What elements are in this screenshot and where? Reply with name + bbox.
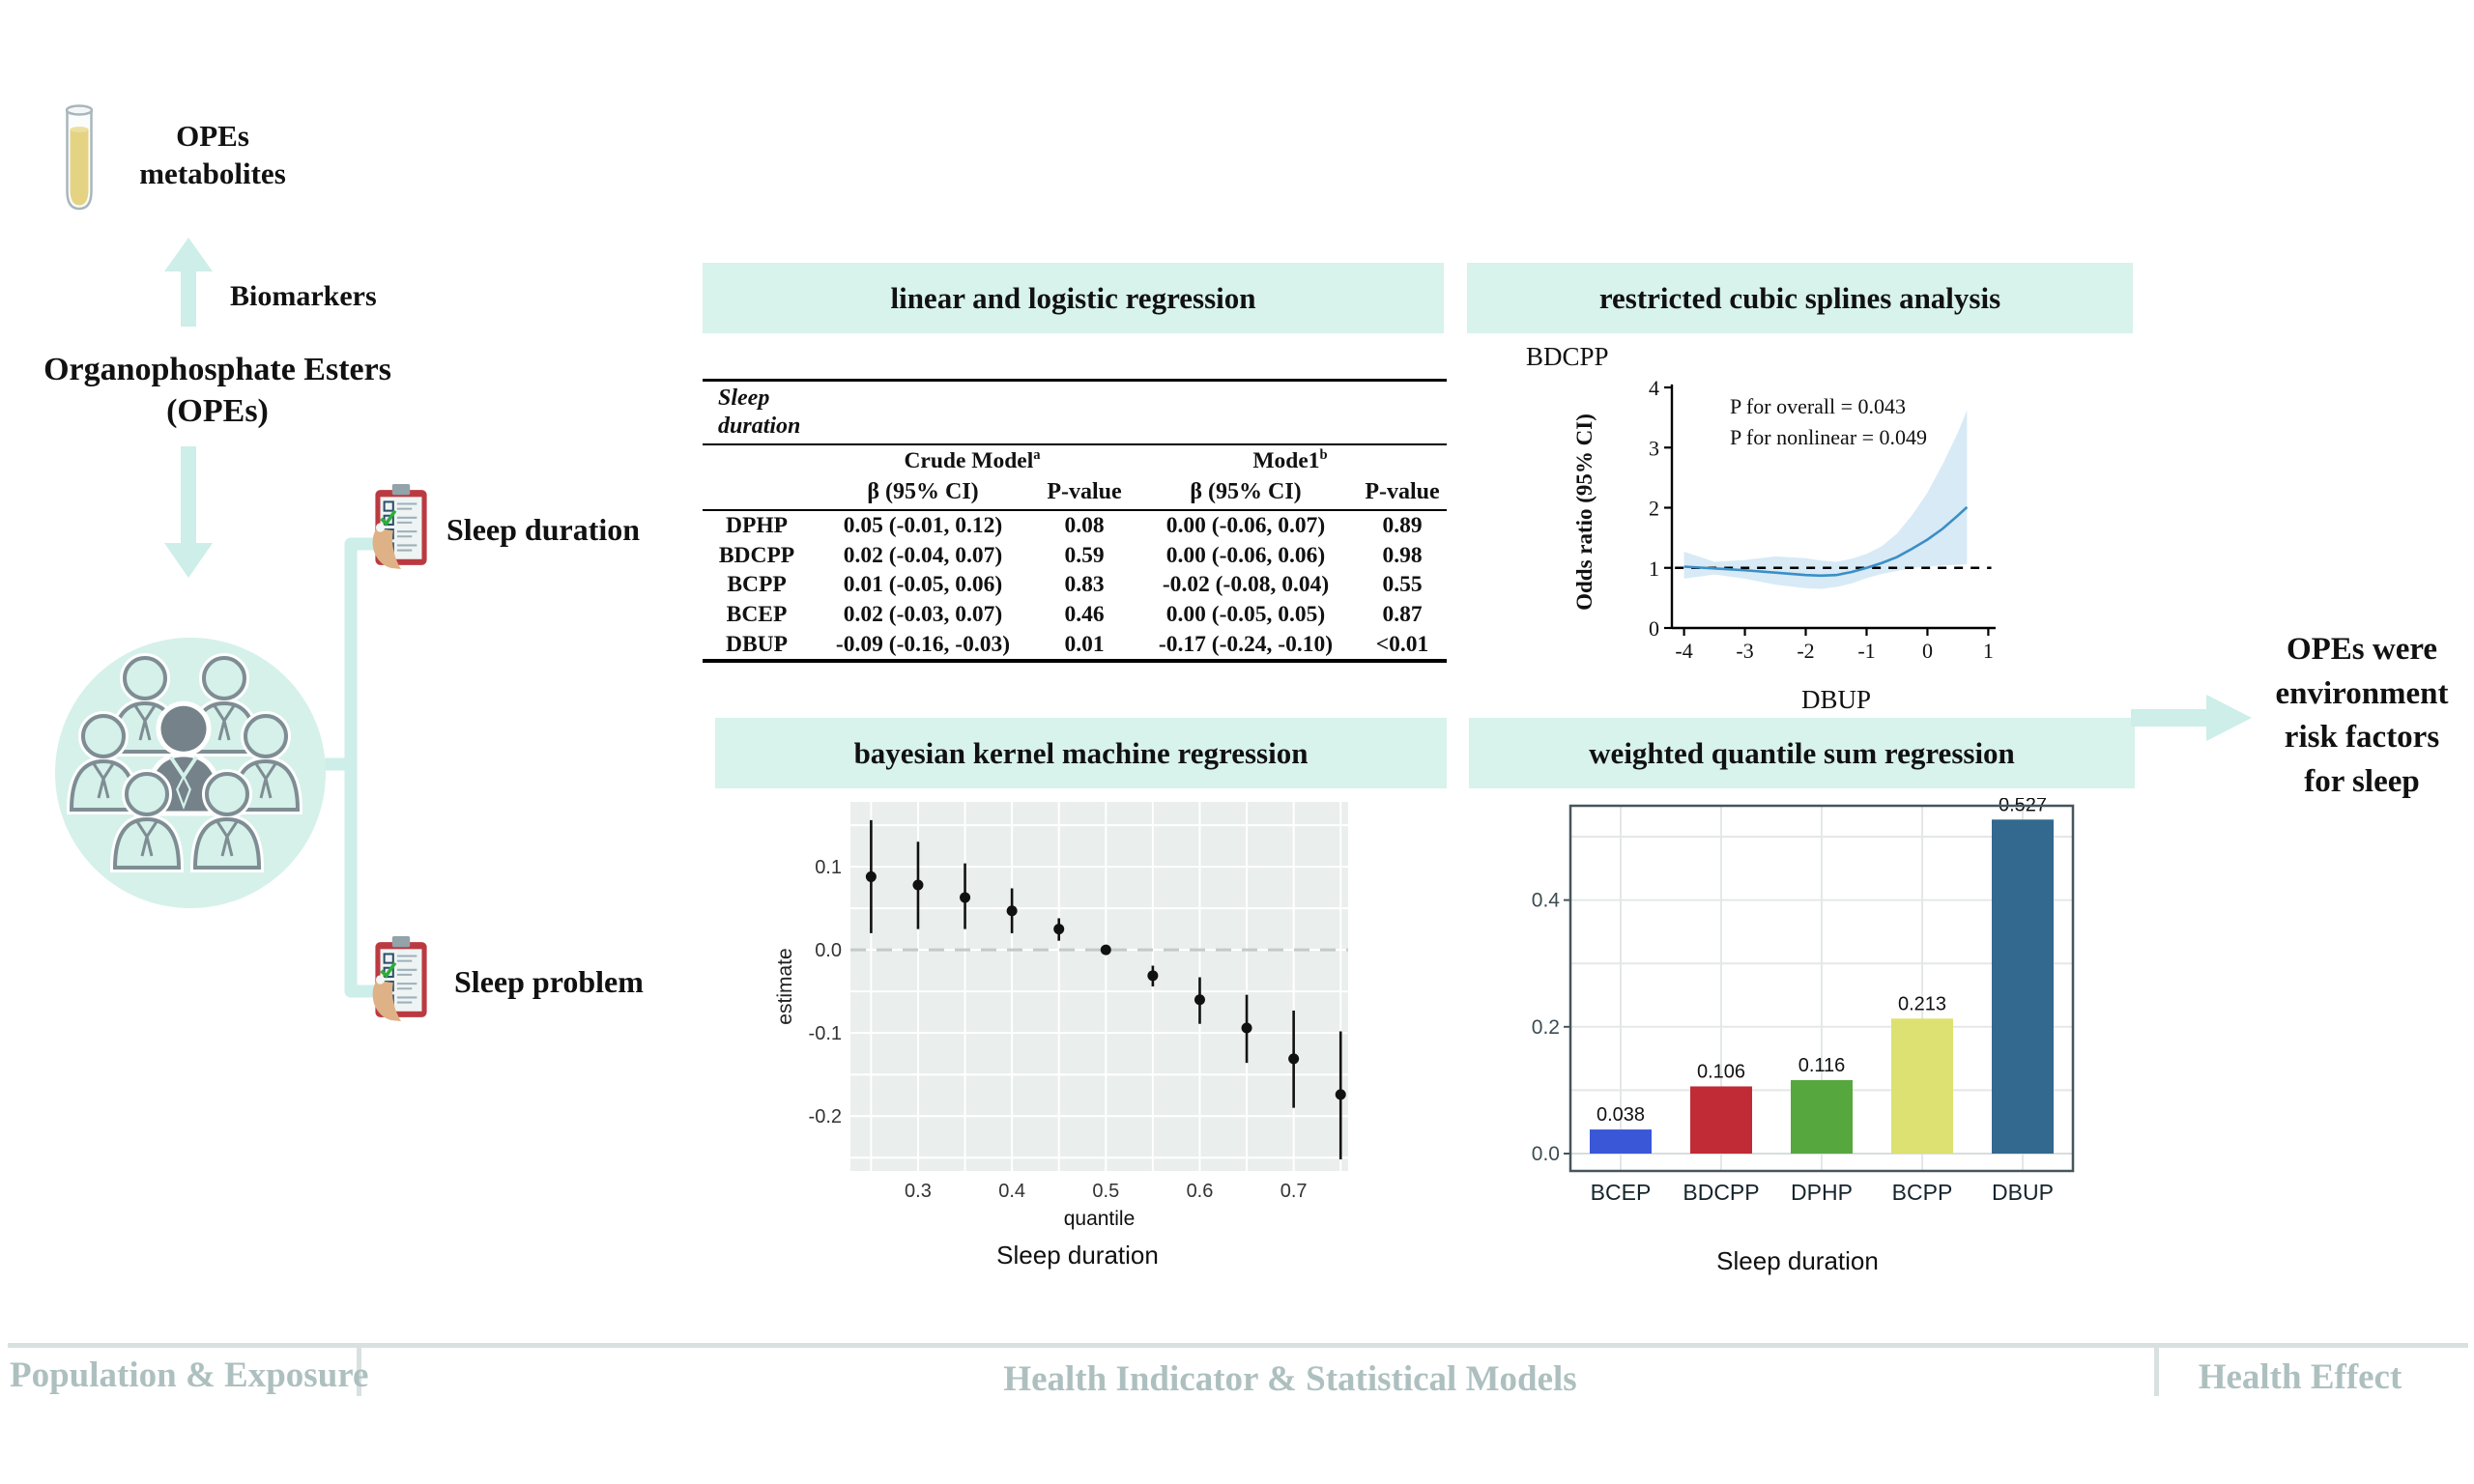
- svg-text:3: 3: [1649, 436, 1659, 461]
- wqs-bar-value: 0.106: [1696, 1061, 1746, 1083]
- svg-text:0: 0: [1649, 616, 1659, 641]
- row-name: DPHP: [726, 513, 788, 538]
- wqs-bar-value: 0.527: [1998, 798, 2048, 816]
- header-rcs: restricted cubic splines analysis: [1467, 263, 2133, 333]
- svg-text:1: 1: [1982, 639, 1994, 663]
- bkmr-point: [1336, 1089, 1346, 1099]
- opes-title-line1: Organophosphate Esters: [43, 352, 391, 387]
- wqs-category-label: DPHP: [1791, 1180, 1853, 1205]
- col-header-p: P-value: [1035, 476, 1134, 510]
- table-row: BCPP 0.01 (-0.05, 0.06) 0.83 -0.02 (-0.08, 0.04) 0.55: [703, 570, 1447, 600]
- wqs-bar-value: 0.213: [1897, 993, 1947, 1015]
- header-wqs: weighted quantile sum regression: [1469, 718, 2135, 788]
- table-row: BDCPP 0.02 (-0.04, 0.07) 0.59 0.00 (-0.06, 0.06) 0.98: [703, 541, 1447, 571]
- wqs-bar: [1992, 819, 2054, 1154]
- row-name: BDCPP: [718, 542, 795, 568]
- bkmr-point: [1288, 1053, 1299, 1064]
- svg-text:0.0: 0.0: [1531, 1143, 1560, 1165]
- svg-text:0.3: 0.3: [905, 1181, 932, 1202]
- svg-text:0: 0: [1921, 639, 1933, 663]
- footer-section-effect: Health Effect: [2198, 1357, 2402, 1397]
- bkmr-point: [912, 880, 923, 891]
- svg-text:-2: -2: [1797, 639, 1815, 663]
- crude-model-header: [811, 444, 1134, 476]
- crude-model-label: Crude Model: [904, 447, 1034, 473]
- model-b-header: [1134, 444, 1447, 476]
- regression-table: [703, 379, 1447, 663]
- svg-text:0.7: 0.7: [1280, 1181, 1308, 1202]
- bkmr-xlabel: quantile: [1063, 1208, 1136, 1230]
- row-name: BCEP: [726, 601, 788, 627]
- bkmr-point: [1053, 924, 1064, 934]
- wqs-bar-value: 0.116: [1798, 1054, 1846, 1076]
- bkmr-point: [1147, 970, 1158, 981]
- wqs-bar-value: 0.038: [1596, 1104, 1646, 1127]
- col-header-p: P-value: [1358, 476, 1447, 510]
- wqs-bar: [1891, 1018, 1953, 1154]
- spline-title: BDCPP: [1526, 342, 1609, 371]
- row-name: BCPP: [727, 572, 787, 598]
- bkmr-point: [1101, 945, 1111, 956]
- svg-text:-0.1: -0.1: [808, 1023, 842, 1045]
- right-arrow-icon: [2131, 691, 2257, 745]
- col-header-beta: β (95% CI): [1134, 476, 1358, 510]
- bkmr-caption: Sleep duration: [996, 1241, 1159, 1270]
- col-header-beta: β (95% CI): [811, 476, 1035, 510]
- svg-text:4: 4: [1649, 376, 1659, 400]
- model-b-sup: b: [1319, 446, 1328, 463]
- conclusion-line: for sleep: [2304, 763, 2420, 799]
- wqs-bar: [1791, 1080, 1853, 1154]
- wqs-category-label: BCEP: [1590, 1180, 1652, 1205]
- spline-annotation: P for overall = 0.043: [1730, 394, 1907, 418]
- table-corner-row: [703, 381, 1447, 445]
- table-subheader-row: [703, 476, 1447, 510]
- sleep-duration-label: Sleep duration: [446, 512, 641, 547]
- svg-text:0.5: 0.5: [1092, 1181, 1120, 1202]
- up-arrow-icon: [164, 238, 213, 327]
- model-b-label: Mode1: [1252, 447, 1320, 473]
- footer-divider-tick: [2154, 1343, 2159, 1396]
- conclusion-line: risk factors: [2284, 720, 2440, 756]
- table-row: DPHP 0.05 (-0.01, 0.12) 0.08 0.00 (-0.06, 0.07) 0.89: [703, 510, 1447, 541]
- svg-text:0.4: 0.4: [1531, 889, 1560, 912]
- bkmr-point: [1007, 905, 1018, 916]
- wqs-bar: [1590, 1129, 1652, 1154]
- footer-section-models: Health Indicator & Statistical Models: [1003, 1359, 1577, 1399]
- svg-text:0.6: 0.6: [1186, 1181, 1214, 1202]
- table-group-row: [703, 444, 1447, 476]
- bkmr-ylabel: estimate: [774, 948, 796, 1025]
- opes-title-line2: (OPEs): [166, 392, 269, 429]
- biomarkers-label: Biomarkers: [230, 280, 377, 312]
- down-arrow-icon: [164, 446, 213, 578]
- wqs-bar: [1690, 1086, 1752, 1154]
- table-row: DBUP -0.09 (-0.16, -0.03) 0.01 -0.17 (-0.24, -0.10) <0.01: [703, 630, 1447, 662]
- bkmr-point: [960, 892, 970, 902]
- svg-text:-1: -1: [1857, 639, 1876, 663]
- spline-annotation: P for nonlinear = 0.049: [1730, 425, 1928, 449]
- opes-title: [8, 350, 427, 432]
- bkmr-point: [1242, 1023, 1252, 1034]
- svg-text:2: 2: [1649, 496, 1659, 521]
- test-tube-icon: [56, 100, 102, 218]
- spline-chart: [1522, 336, 2087, 718]
- bkmr-point: [866, 871, 877, 882]
- svg-text:0.0: 0.0: [815, 940, 842, 962]
- footer-axis-line: [8, 1343, 2468, 1348]
- conclusion-line: environment: [2275, 675, 2449, 711]
- wqs-category-label: DBUP: [1992, 1180, 2054, 1205]
- svg-text:1: 1: [1649, 556, 1659, 581]
- svg-text:-0.2: -0.2: [808, 1106, 842, 1128]
- footer-section-population: Population & Exposure: [10, 1356, 369, 1395]
- wqs-chart: [1498, 798, 2097, 1233]
- wqs-caption: Sleep duration: [1716, 1246, 1879, 1275]
- svg-text:-3: -3: [1736, 639, 1754, 663]
- header-linear-logistic: linear and logistic regression: [703, 263, 1444, 333]
- conclusion-text: [2254, 628, 2470, 804]
- bkmr-chart: [759, 792, 1358, 1232]
- sleep-duration-clipboard-icon: [371, 483, 431, 570]
- row-name: DBUP: [703, 630, 811, 662]
- svg-text:0.2: 0.2: [1531, 1015, 1560, 1039]
- wqs-category-label: BDCPP: [1683, 1180, 1760, 1205]
- svg-text:0.4: 0.4: [998, 1181, 1026, 1202]
- spline-ylabel: Odds ratio (95% CI): [1572, 414, 1597, 611]
- regression-table-wrap: [703, 379, 1447, 663]
- opes-metabolites-label: [108, 118, 317, 193]
- table-row: BCEP 0.02 (-0.03, 0.07) 0.46 0.00 (-0.05, 0.05) 0.87: [703, 600, 1447, 630]
- svg-text:-4: -4: [1675, 639, 1693, 663]
- spline-xlabel: DBUP: [1800, 685, 1872, 714]
- sleep-problem-clipboard-icon: [371, 935, 431, 1022]
- wqs-category-label: BCPP: [1891, 1180, 1953, 1205]
- sleep-problem-label: Sleep problem: [454, 964, 644, 999]
- population-icon: [53, 636, 328, 910]
- opes-metabolites-line1: OPEs: [176, 119, 249, 153]
- bkmr-point: [1194, 994, 1205, 1005]
- opes-metabolites-line2: metabolites: [139, 156, 286, 190]
- header-bkmr: bayesian kernel machine regression: [715, 718, 1447, 788]
- table-corner-header: Sleep duration: [703, 381, 811, 445]
- svg-text:0.1: 0.1: [815, 857, 842, 879]
- conclusion-line: OPEs were: [2286, 632, 2438, 667]
- crude-model-sup: a: [1033, 446, 1041, 463]
